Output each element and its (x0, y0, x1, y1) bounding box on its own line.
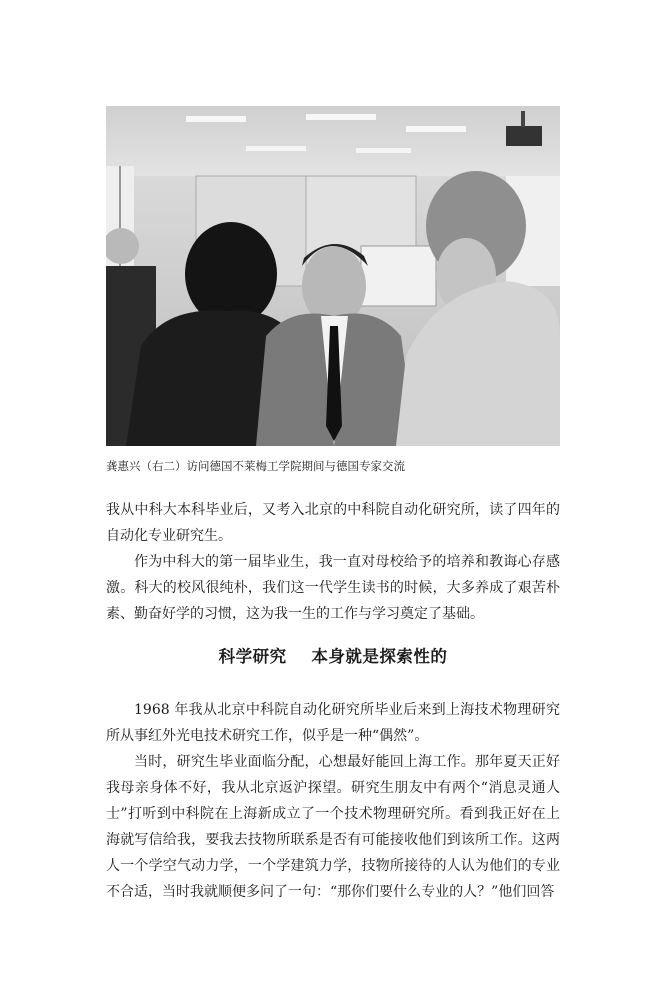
paragraph: 当时，研究生毕业面临分配，心想最好能回上海工作。那年夏天正好我母亲身体不好，我从北京返沪探望。研究生朋友中有两个“消息灵通人士”打听到中科院在上海新成立了一个技术物理研究所。看到我正好在上海就写信给我，要我去技物所联系是否有可能接收他们到该所工作。这两人一个学空气动力学，一个学建筑力学，技物所接待的人认为他们的专业不合适，当时我就顺便多问了一句：“那你们要什么专业的人？”他们回答 (106, 754, 560, 900)
heading-part-1: 科学研究 (218, 647, 287, 666)
figure-photo (106, 106, 560, 446)
paragraph: 1968 年我从北京中科院自动化研究所毕业后来到上海技术物理研究所从事红外光电技术研究工作，似乎是一种“偶然”。 (106, 702, 560, 744)
photo-illustration (106, 106, 560, 446)
section-1-text (106, 497, 560, 627)
section-heading (106, 645, 560, 669)
heading-part-2: 本身就是探索性的 (311, 647, 448, 666)
section-2-text (106, 697, 560, 905)
paragraph: 我从中科大本科毕业后，又考入北京的中科院自动化研究所，读了四年的自动化专业研究生。 (106, 502, 560, 544)
paragraph: 作为中科大的第一届毕业生，我一直对母校给予的培养和教诲心存感激。科大的校风很纯朴，我们这一代学生读书的时候，大多养成了艰苦朴素、勤奋好学的习惯，这为我一生的工作与学习奠定了基础。 (106, 554, 560, 622)
figure-caption: 龚惠兴（右二）访问德国不莱梅工学院期间与德国专家交流 (106, 459, 405, 473)
